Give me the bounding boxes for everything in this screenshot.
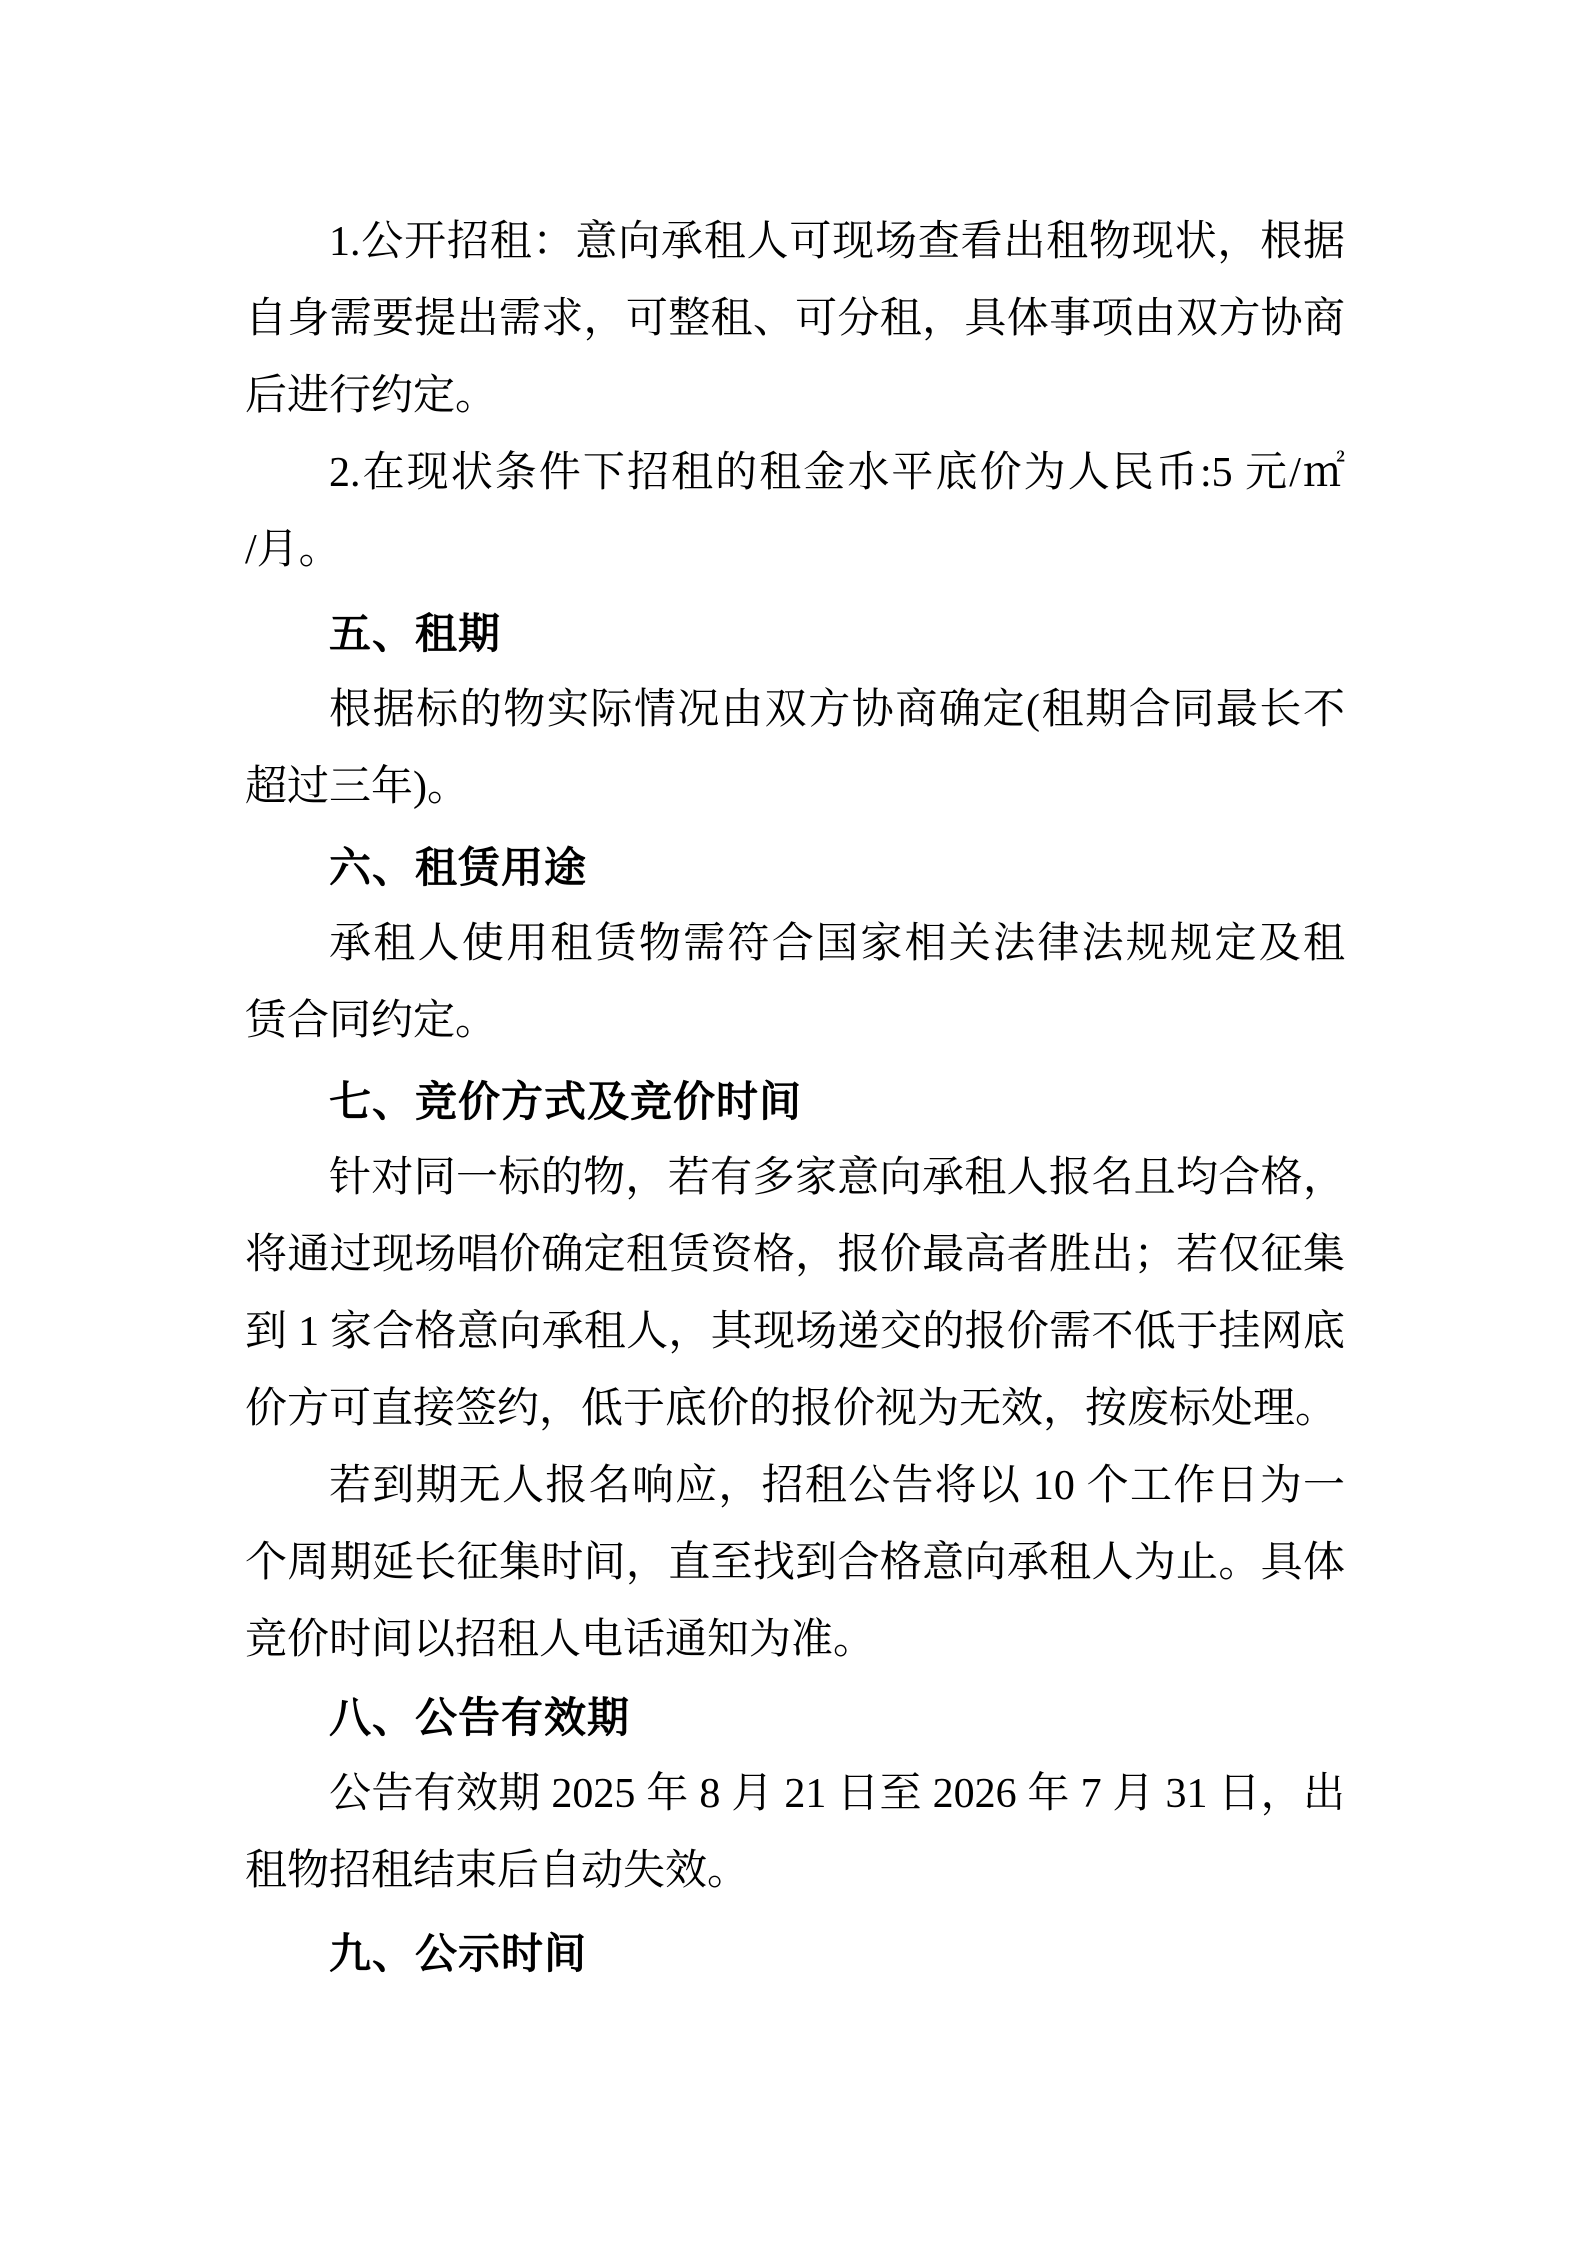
paragraph-line: 赁合同约定。 xyxy=(245,998,498,1044)
paragraph-line: 承租人使用租赁物需符合国家相关法律法规规定及租 xyxy=(329,921,1345,967)
paragraph-line: 租物招租结束后自动失效。 xyxy=(245,1848,750,1894)
paragraph-line: /月。 xyxy=(245,527,341,573)
section-heading-validity-period: 八、公告有效期 xyxy=(329,1694,631,1741)
paragraph-line: 后进行约定。 xyxy=(245,373,498,419)
paragraph-line: 针对同一标的物，若有多家意向承租人报名且均合格， xyxy=(329,1155,1345,1201)
document-body xyxy=(245,204,1345,1992)
paragraph-line: 将通过现场唱价确定租赁资格，报价最高者胜出；若仅征集 xyxy=(245,1232,1345,1278)
paragraph-line: 1.公开招租：意向承租人可现场查看出租物现状，根据 xyxy=(329,219,1345,265)
section-heading-publicity-time: 九、公示时间 xyxy=(329,1930,588,1977)
paragraph-line: 公告有效期 2025 年 8 月 21 日至 2026 年 7 月 31 日，出 xyxy=(329,1771,1345,1817)
paragraph-line: 根据标的物实际情况由双方协商确定(租期合同最长不 xyxy=(329,687,1345,733)
paragraph-line: 自身需要提出需求，可整租、可分租，具体事项由双方协商 xyxy=(245,296,1345,342)
section-heading-bidding-method: 七、竞价方式及竞价时间 xyxy=(329,1078,803,1125)
paragraph-line: 到 1 家合格意向承租人，其现场递交的报价需不低于挂网底 xyxy=(245,1309,1345,1355)
section-heading-rental-term: 五、租期 xyxy=(329,610,502,657)
section-heading-rental-use: 六、租赁用途 xyxy=(329,844,588,891)
paragraph-line: 2.在现状条件下招租的租金水平底价为人民币:5 元/㎡ xyxy=(329,450,1345,496)
paragraph-line: 个周期延长征集时间，直至找到合格意向承租人为止。具体 xyxy=(245,1540,1345,1586)
paragraph-line: 竞价时间以招租人电话通知为准。 xyxy=(245,1617,876,1663)
paragraph-line: 若到期无人报名响应，招租公告将以 10 个工作日为一 xyxy=(329,1463,1345,1509)
paragraph-line: 超过三年)。 xyxy=(245,764,469,810)
paragraph-line: 价方可直接签约，低于底价的报价视为无效，按废标处理。 xyxy=(245,1386,1338,1432)
